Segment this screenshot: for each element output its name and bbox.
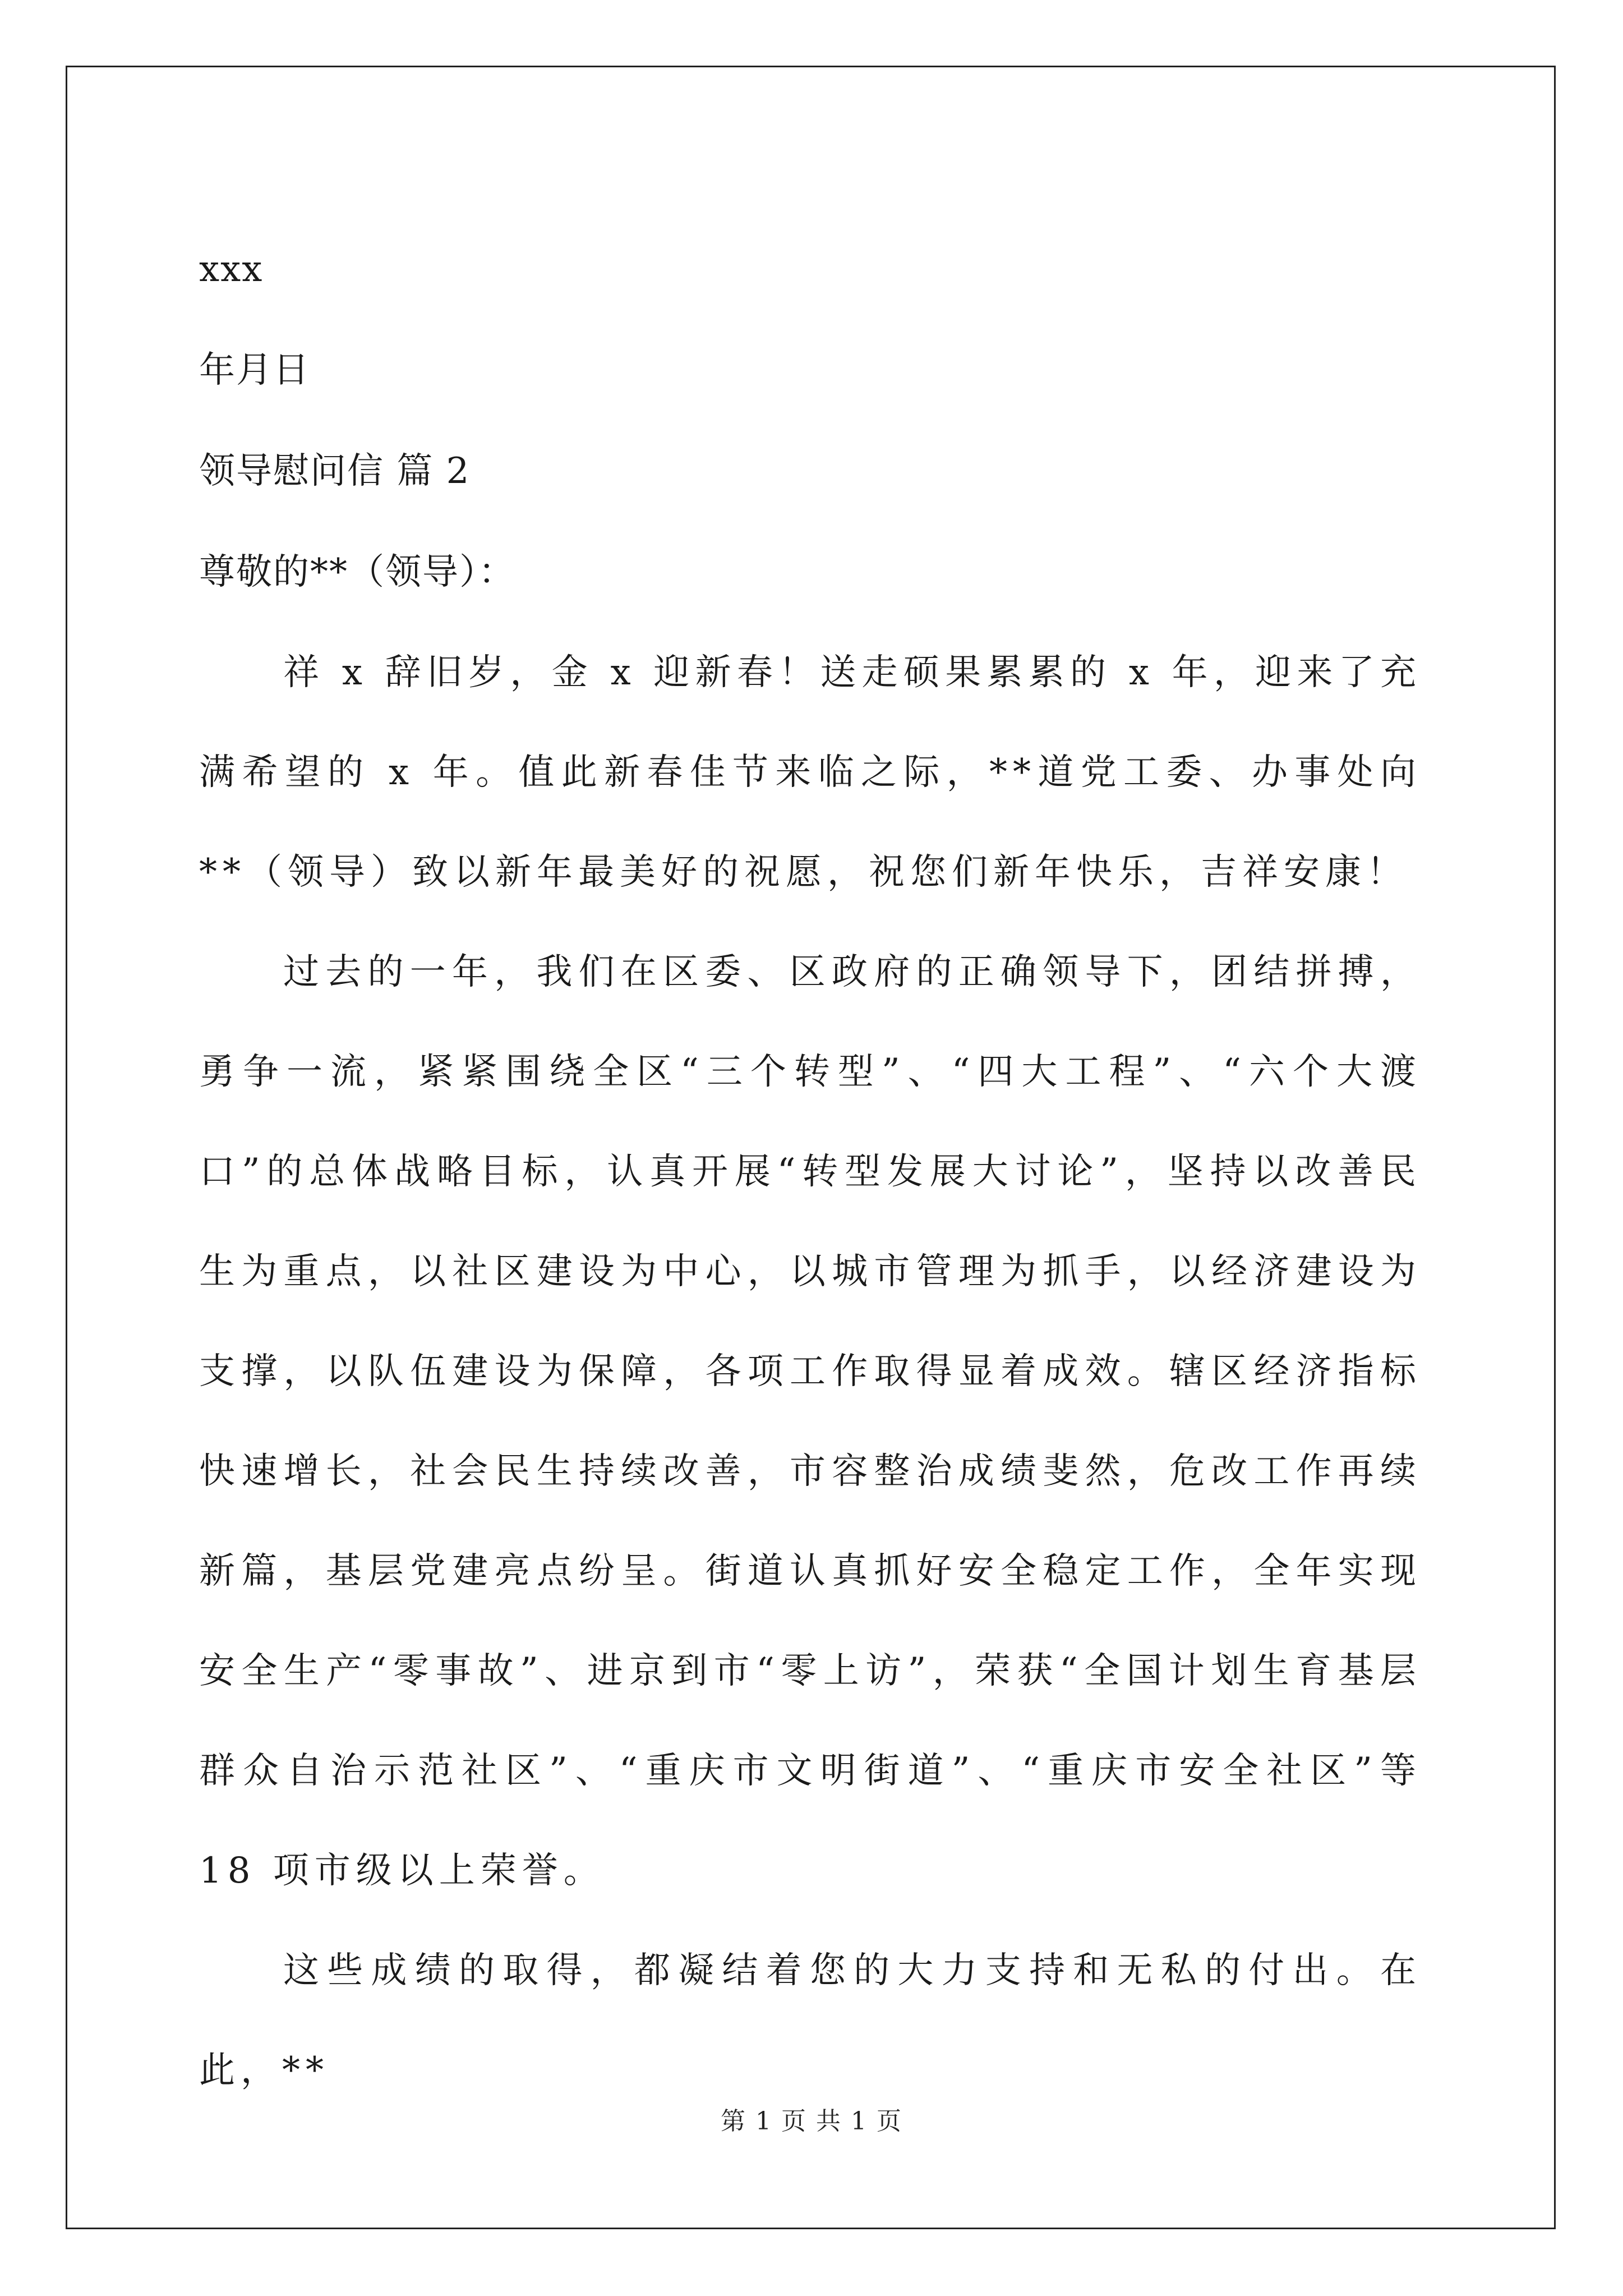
paragraph-thanks: 这些成绩的取得，都凝结着您的大力支持和无私的付出。在此，** [199,1950,1422,2091]
date-line: 年月日 [199,349,310,391]
paragraph-greeting: 祥 x 辞旧岁，金 x 迎新春！送走硕果累累的 x 年，迎来了充满希望的 x 年。值此新春佳节来临之际，**道党工委、办事处向**（领导）致以新年最美好的祝愿，祝您们新年快乐，吉祥安康！ [199,652,1422,893]
section-title: 领导慰问信 篇 2 [199,450,471,492]
paragraph-achievements: 过去的一年，我们在区委、区政府的正确领导下，团结拼搏，勇争一流，紧紧围绕全区“三个转型”、“四大工程”、“六个大渡口”的总体战略目标，认真开展“转型发展大讨论”，坚持以改善民生为重点，以社区建设为中心，以城市管理为抓手，以经济建设为支撑，以队伍建设为保障，各项工作取得显着成效。辖区经济指标快速增长，社会民生持续改善，市容整治成绩斐然，危改工作再续新篇，基层党建亮点纷呈。街道认真抓好安全稳定工作，全年实现安全生产“零事故”、进京到市“零上访”，荣获“全国计划生育基层群众自治示范社区”、“重庆市文明街道”、“重庆市安全社区”等 18 项市级以上荣誉。 [199,951,1422,1892]
salutation: 尊敬的**（领导）： [199,551,515,593]
document-body [199,219,1422,2120]
signature-name: xxx [199,249,264,290]
page-footer: 第 1 页 共 1 页 [721,2107,902,2136]
